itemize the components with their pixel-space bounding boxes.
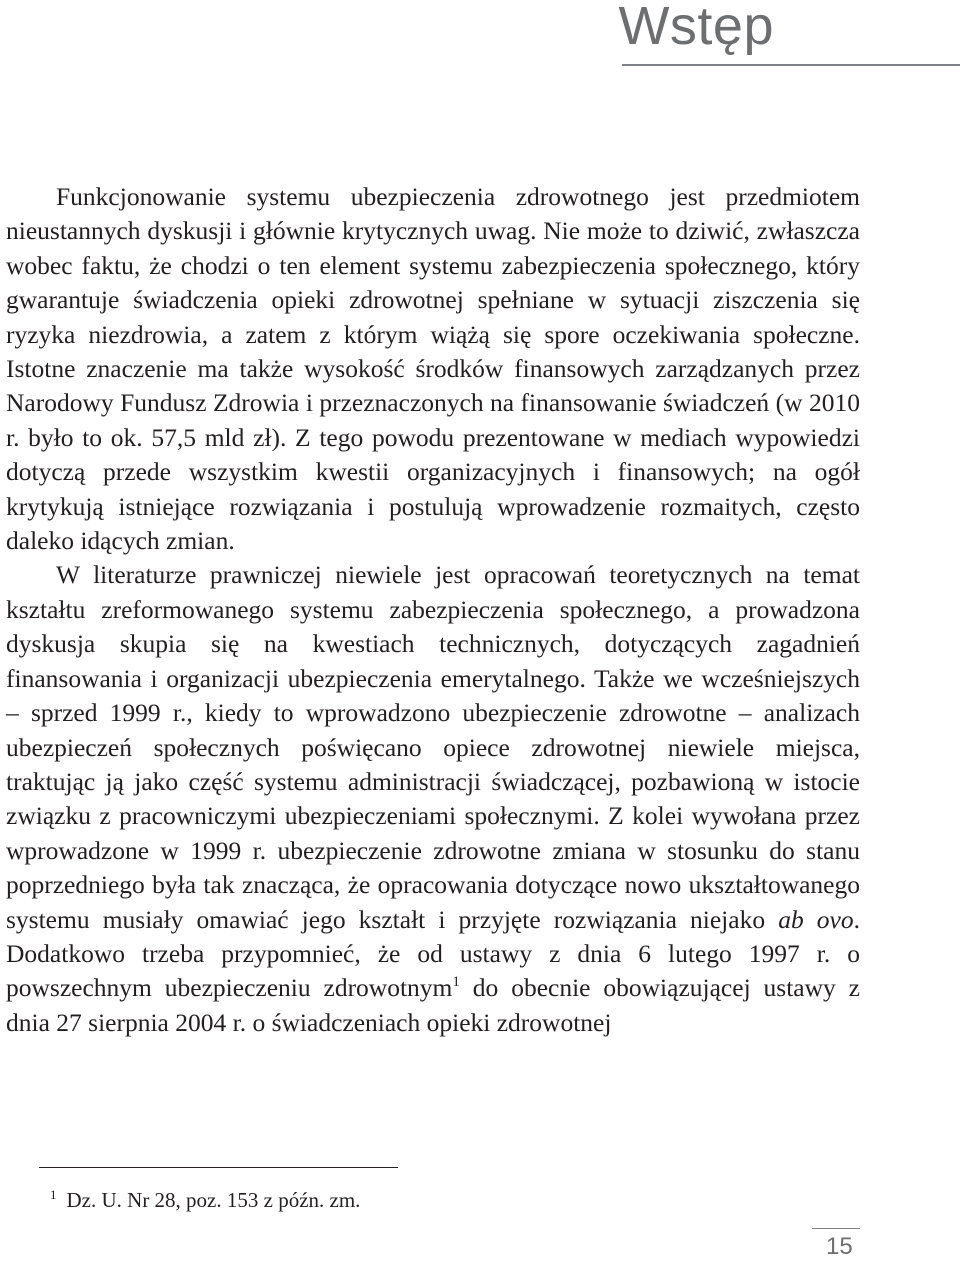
- page-number-rule: [812, 1228, 860, 1229]
- paragraph-2: [6, 558, 860, 1040]
- paragraph-2-text-a: W literaturze prawniczej niewiele jest opracowań teoretycznych na temat kształtu zreformowanego systemu zabezpieczenia społecznego, a prowadzona dyskusja skupia się na kwestiach technicznych, dotyczących zagadnień finansowania i organizacji ubezpieczenia emerytalnego. Także we wcześniejszych – sprzed 1999 r., kiedy to wprowadzono ubezpieczenie zdrowotne – analizach ubezpieczeń społecznych poświęcano opiece zdrowotnej niewiele miejsca, traktując ją jako część systemu administracji świadczącej, pozbawioną w istocie związku z pracowniczymi ubezpieczeniami społecznymi. Z kolei wywołana przez wprowadzone w 1999 r. ubezpieczenie zdrowotne zmiana w stosunku do stanu poprzedniego była tak znacząca, że opracowania dotyczące nowo ukształtowanego systemu musiały omawiać jego kształt i przyjęte rozwiązania niejako: [6, 560, 860, 934]
- footnote: [50, 1181, 360, 1214]
- paragraph-2-text-b: . Dodatkowo trzeba przypomnieć, że od ustawy z dnia 6 lutego 1997 r. o powszechnym ubezpieczeniu zdrowotnym: [6, 904, 860, 1003]
- footnote-separator: [39, 1167, 398, 1168]
- latin-phrase: ab ovo: [778, 904, 854, 934]
- title-underline: [622, 64, 960, 66]
- footnote-reference[interactable]: 1: [452, 974, 460, 991]
- footnote-text: Dz. U. Nr 28, poz. 153 z późn. zm.: [66, 1188, 361, 1212]
- page-number: 15: [826, 1233, 853, 1260]
- main-text: [6, 180, 860, 1040]
- chapter-title: Wstęp: [618, 0, 774, 56]
- paragraph-2-text-c: do obecnie obowiązującej ustawy z dnia 27 sierpnia 2004 r. o świadczeniach opieki zdrowotnej: [6, 973, 861, 1037]
- footnote-number: 1: [50, 1187, 57, 1202]
- paragraph-1: Funkcjonowanie systemu ubezpieczenia zdrowotnego jest przedmiotem nieustannych dyskusji i głównie krytycznych uwag. Nie może to dziwić, zwłaszcza wobec faktu, że chodzi o ten element systemu zabezpieczenia społecznego, który gwarantuje świadczenia opieki zdrowotnej spełniane w sytuacji ziszczenia się ryzyka niezdrowia, a zatem z którym wiążą się spore oczekiwania społeczne. Istotne znaczenie ma także wysokość środków finansowych zarządzanych przez Narodowy Fundusz Zdrowia i przeznaczonych na finansowanie świadczeń (w 2010 r. było to ok. 57,5 mld zł). Z tego powodu prezentowane w mediach wypowiedzi dotyczą przede wszystkim kwestii organizacyjnych i finansowych; na ogół krytykują istniejące rozwiązania i postulują wprowadzenie rozmaitych, często daleko idących zmian.: [6, 182, 860, 556]
